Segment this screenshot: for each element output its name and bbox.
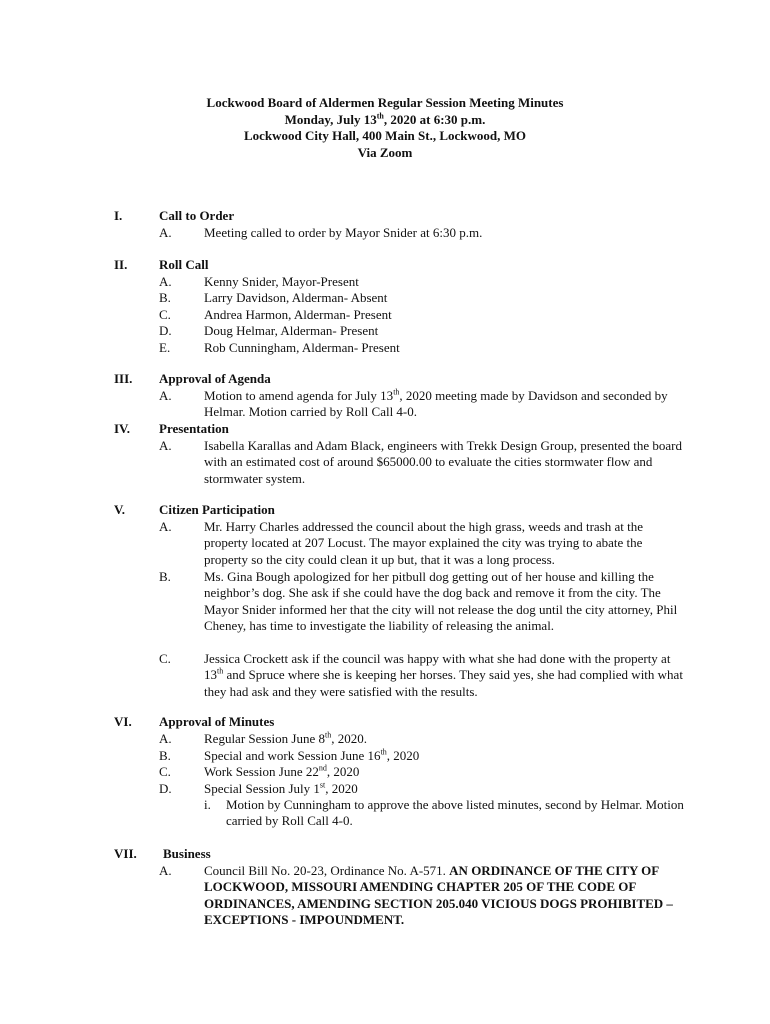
item-text [204,748,684,764]
item-letter: B. [159,290,171,305]
item-letter: C. [159,306,171,322]
header-title: Lockwood Board of Aldermen Regular Session Meeting Minutes [206,95,564,110]
item-letter: C. [159,651,171,666]
item-text [204,651,684,700]
item-letter: E. [159,339,171,355]
item-text: Isabella Karallas and Adam Black, engineers with Trekk Design Group, presented the board with an estimated cost of around $65000.00 to evaluate the cities stormwater flow and stormwater system. [204,438,682,486]
section-number: VII. [114,846,137,861]
item-letter: A. [159,273,172,289]
section-title: Call to Order [159,208,235,223]
header-location: Lockwood City Hall, 400 Main St., Lockwood, MO [243,128,527,143]
item-text [204,388,684,421]
text-run: Council Bill No. 20-23, Ordinance No. A-571. [204,863,450,878]
text-run: Special and work Session June 16 [204,747,381,763]
item-letter: A. [159,863,172,878]
text-run: , 2020 [386,747,420,763]
section-title: Business [163,846,211,861]
text-run: Special Session July 1 [204,780,320,796]
item-text: Doug Helmar, Alderman- Present [204,323,379,338]
ordinal-sup: st [319,780,326,790]
item-text: Larry Davidson, Alderman- Absent [204,290,388,305]
header-date-sup: th [376,111,384,121]
section-title: Citizen Participation [159,502,275,517]
item-letter: C. [159,764,171,779]
item-letter: D. [159,780,172,796]
item-text [204,764,684,780]
item-text: Mr. Harry Charles addressed the council about the high grass, weeds and trash at the property located at 207 Locust. The mayor explained the city was trying to abate the property so the city could clean it up but, that it was a long process. [204,519,643,567]
text-run: , 2020 [325,780,358,796]
header-date [0,112,770,129]
item-letter: D. [159,323,172,338]
text-run: , 2020 meeting made by Davidson and seconded by Helmar. Motion carried by Roll Call 4-0. [204,388,668,420]
section-title: Approval of Minutes [159,714,275,729]
item-letter: B. [159,747,171,763]
section-number: V. [114,502,125,517]
item-text: Meeting called to order by Mayor Snider at 6:30 p.m. [204,225,483,240]
text-run: Regular Session June 8 [204,731,325,746]
section-number: III. [114,371,133,386]
item-text: Motion by Cunningham to approve the above listed minutes, second by Helmar. Motion carried by Roll Call 4-0. [226,797,684,829]
item-letter: A. [159,731,172,746]
section-number: IV. [114,421,131,436]
item-text [204,731,684,747]
item-letter: A. [159,225,172,240]
section-number: I. [114,208,123,223]
item-text: Kenny Snider, Mayor-Present [204,273,359,289]
text-run: , 2020 [326,764,360,779]
item-letter: A. [159,519,172,534]
header-date-suffix: , 2020 at 6:30 p.m. [383,111,486,127]
text-run: Jessica Crockett ask if the council was happy with what she had done with the property at 13 [204,651,671,683]
header-venue: Via Zoom [357,144,413,160]
text-run: , 2020. [331,731,367,746]
item-text [204,863,684,929]
ordinance-title: AN ORDINANCE OF THE CITY OF LOCKWOOD, MISSOURI AMENDING CHAPTER 205 OF THE CODE OF ORDINANCES, AMENDING SECTION 205.040 VICIOUS DOGS PROHIBITED – EXCEPTIONS - IMPOUNDMENT. [204,863,673,928]
item-numeral: i. [204,797,211,812]
section-title: Presentation [159,421,229,436]
section-title: Approval of Agenda [159,371,271,386]
section-title: Roll Call [159,257,209,272]
text-run: and Spruce where she is keeping her horses. They said yes, she had complied with what they had ask and they were satisfied with the results. [204,667,683,699]
ordinal-sup: th [324,730,332,740]
section-number: VI. [114,714,132,729]
item-letter: A. [159,438,172,453]
item-text: Rob Cunningham, Alderman- Present [204,339,400,355]
section-number: II. [114,257,128,272]
ordinal-sup: th [393,387,400,397]
ordinal-sup: nd [318,763,327,773]
ordinal-sup: th [380,747,387,757]
item-letter: B. [159,569,171,584]
item-text: Ms. Gina Bough apologized for her pitbull dog getting out of her house and killing the neighbor’s dog. She ask if she could have the dog back and remove it from the city. The Mayor Snider informed her that the city will not release the dog until the city attorney, Phil Cheney, has time to investigate the liability of releasing the animal. [204,569,678,634]
item-text: Andrea Harmon, Alderman- Present [204,306,392,322]
item-text [204,781,684,797]
document-header [0,95,770,161]
text-run: Motion to amend agenda for July 13 [204,388,394,403]
ordinal-sup: th [217,667,224,677]
item-letter: A. [159,388,172,403]
header-date-text: Monday, July 13 [284,111,377,127]
text-run: Work Session June 22 [204,764,319,779]
